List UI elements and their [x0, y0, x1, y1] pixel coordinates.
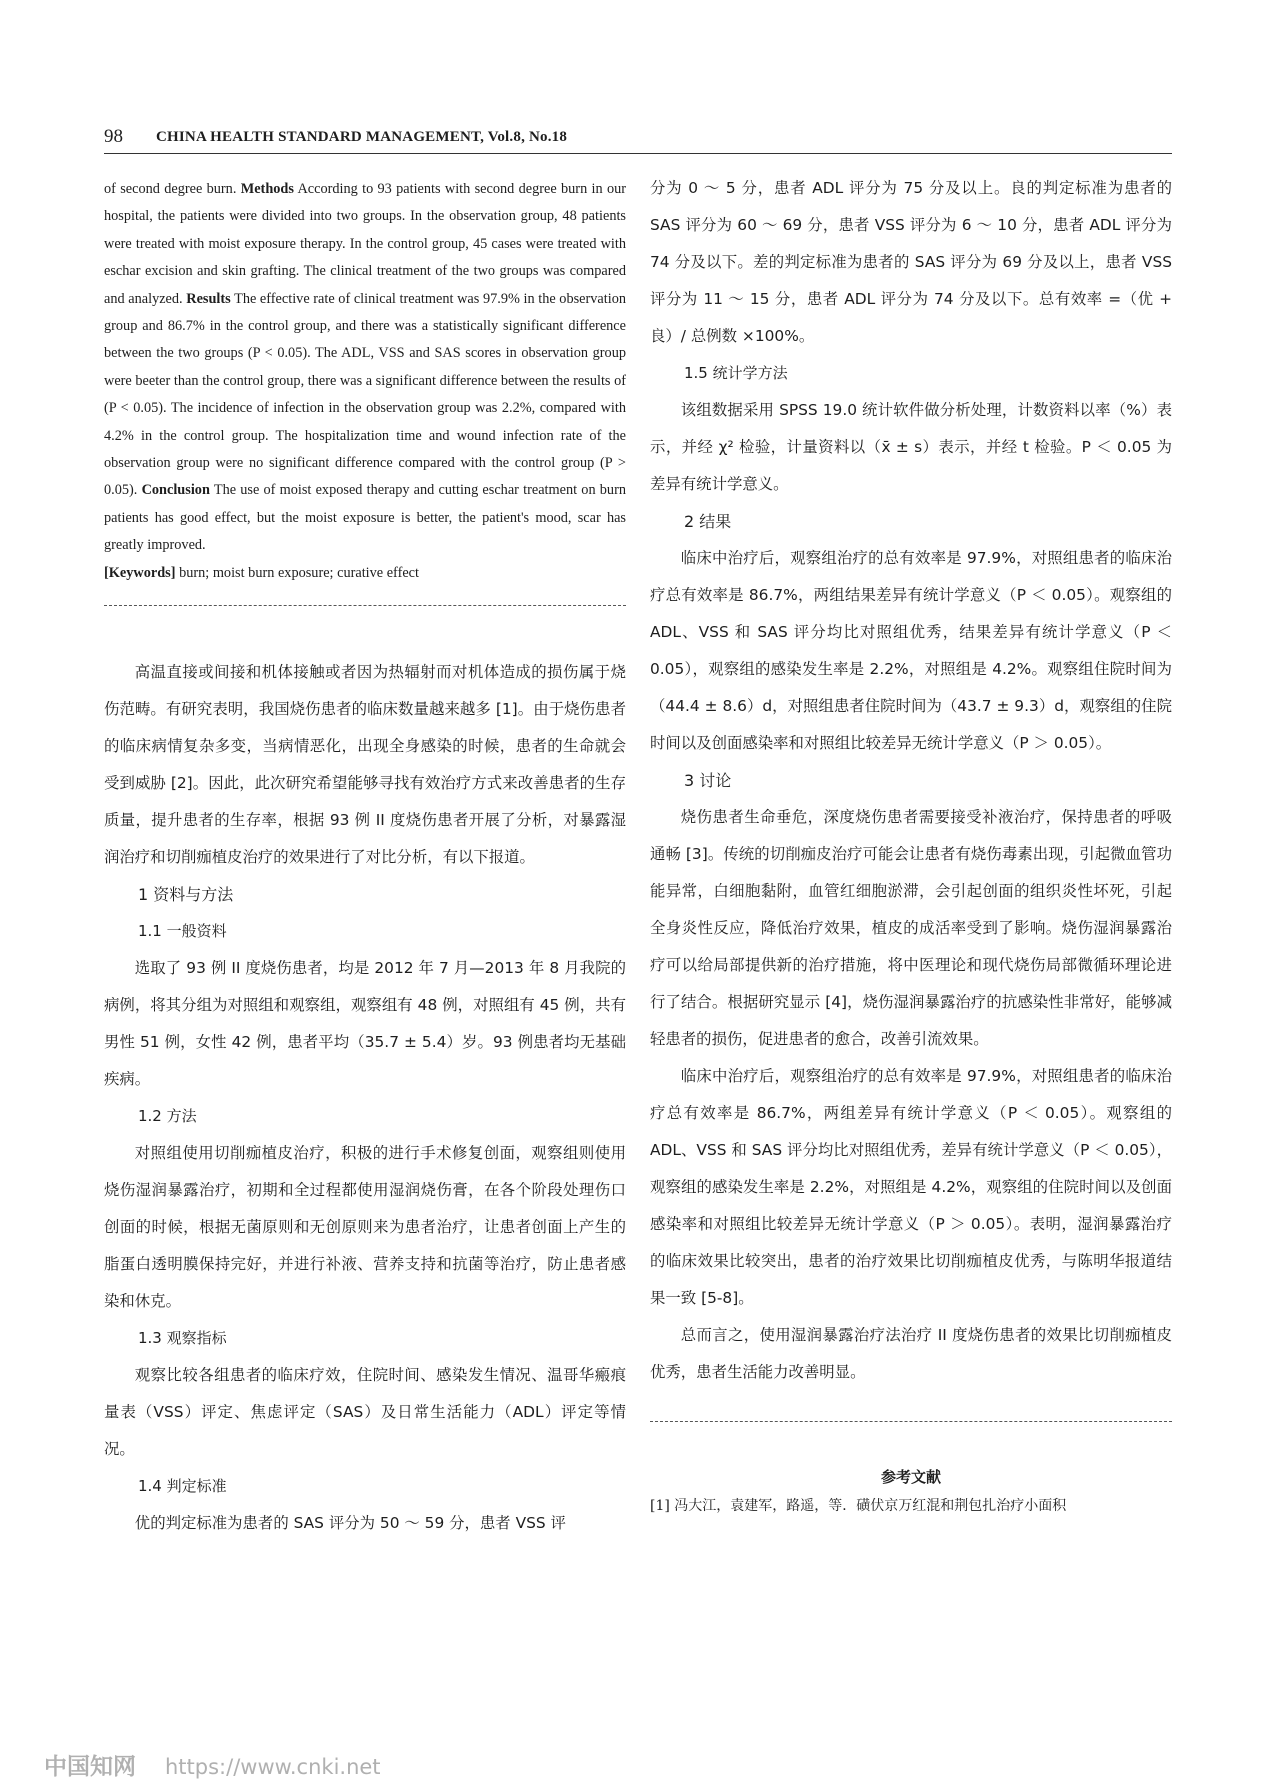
discussion-paragraph-3: 总而言之，使用湿润暴露治疗法治疗 II 度烧伤患者的效果比切削痂植皮优秀，患者生活能力改善明显。	[650, 1326, 1172, 1381]
section-1-3-heading: 1.3 观察指标	[138, 1328, 227, 1347]
methods-text: According to 93 patients with second degree burn in our hospital, the patients were divided into two groups. In the observation group, 48 patients were treated with moist exposure therapy. In the control group, 45 cases were treated with eschar excision and skin grafting. The clinical treatment of the two groups was compared and analyzed.	[104, 181, 626, 307]
section-1-4-text-continued: 分为 0 ～ 5 分，患者 ADL 评分为 75 分及以上。良的判定标准为患者的 SAS 评分为 60 ～ 69 分，患者 VSS 评分为 6 ～ 10 分，患者 ADL 评分为 74 分及以下。差的判定标准为患者的 SAS 评分为 69 分及以上，患者 VSS 评分为 11 ～ 15 分，患者 ADL 评分为 74 分及以下。总有效率 =（优 + 良）/ 总例数 ×100%。	[650, 179, 1172, 345]
conclusion-text: The use of moist exposed therapy and cutting eschar treatment on burn patients has good effect, but the moist exposure is better, the patient's mood, scar has greatly improved.	[104, 482, 626, 554]
abstract-background: of second degree burn.	[104, 181, 237, 197]
results-text: The effective rate of clinical treatment was 97.9% in the observation group and 86.7% in the control group, and there was a statistically significant difference between the two groups (P < 0.05). The ADL, VSS and SAS scores in observation group were beeter than the control group, there was a significant difference between the results of (P < 0.05). The incidence of infection in the observation group was 2.2%, compared with 4.2% in the control group. The hospitalization time and wound infection rate of the observation group were no significant difference compared with the control group (P > 0.05).	[104, 290, 626, 499]
section-2-heading: 2 结果	[684, 512, 732, 531]
section-1-2-text: 对照组使用切削痂植皮治疗，积极的进行手术修复创面，观察组则使用烧伤湿润暴露治疗，初期和全过程都使用湿润烧伤膏，在各个阶段处理伤口创面的时候，根据无菌原则和无创原则来为患者治疗，让患者创面上产生的脂蛋白透明膜保持完好，并进行补液、营养支持和抗菌等治疗，防止患者感染和休克。	[104, 1143, 626, 1310]
english-abstract	[104, 176, 626, 560]
section-3-heading: 3 讨论	[684, 771, 732, 790]
cnki-watermark	[44, 1748, 381, 1781]
page-header	[104, 126, 634, 154]
section-1-4-heading: 1.4 判定标准	[138, 1476, 227, 1495]
section-1-2-heading: 1.2 方法	[138, 1106, 197, 1125]
results-label: Results	[186, 290, 231, 307]
section-2-text: 临床中治疗后，观察组治疗的总有效率是 97.9%，对照组患者的临床治疗总有效率是 86.7%，两组结果差异有统计学意义（P ＜ 0.05）。观察组的 ADL、VSS 和 SAS 评分均比对照组优秀，结果差异有统计学意义（P ＜ 0.05），观察组的感染发生率是 2.2%，对照组是 4.2%。观察组住院时间为（44.4 ± 8.6）d，对照组患者住院时间为（43.7 ± 9.3）d，观察组的住院时间以及创面感染率和对照组比较差异无统计学意义（P ＞ 0.05）。	[650, 549, 1172, 752]
keywords-label: [Keywords]	[104, 564, 176, 581]
discussion-paragraph-2: 临床中治疗后，观察组治疗的总有效率是 97.9%，对照组患者的临床治疗总有效率是 86.7%，两组差异有统计学意义（P ＜ 0.05）。观察组的 ADL、VSS 和 SAS 评分均比对照组优秀，差异有统计学意义（P ＜ 0.05），观察组的感染发生率是 2.2%，对照组是 4.2%，观察组的住院时间以及创面感染率和对照组比较差异无统计学意义（P ＞ 0.05）。表明，湿润暴露治疗的临床效果比较突出，患者的治疗效果比切削痂植皮优秀，与陈明华报道结果一致 [5-8]。	[650, 1067, 1172, 1307]
section-1-heading: 1 资料与方法	[138, 884, 234, 904]
discussion-paragraph-1: 烧伤患者生命垂危，深度烧伤患者需要接受补液治疗，保持患者的呼吸通畅 [3]。传统的切削痂皮治疗可能会让患者有烧伤毒素出现，引起微血管功能异常，白细胞黏附，血管红细胞淤滞，会引起创面的组织炎性坏死，引起全身炎性反应，降低治疗效果，植皮的成活率受到了影响。烧伤湿润暴露治疗可以给局部提供新的治疗措施，将中医理论和现代烧伤局部微循环理论进行了结合。根据研究显示 [4]，烧伤湿润暴露治疗的抗感染性非常好，能够减轻患者的损伤，促进患者的愈合，改善引流效果。	[650, 808, 1172, 1048]
intro-paragraph: 高温直接或间接和机体接触或者因为热辐射而对机体造成的损伤属于烧伤范畴。有研究表明，我国烧伤患者的临床数量越来越多 [1]。由于烧伤患者的临床病情复杂多变，当病情恶化，出现全身感染的时候，患者的生命就会受到威胁 [2]。因此，此次研究希望能够寻找有效治疗方式来改善患者的生存质量，提升患者的生存率，根据 93 例 II 度烧伤患者开展了分析，对暴露湿润治疗和切削痂植皮治疗的效果进行了对比分析，有以下报道。	[104, 662, 626, 866]
journal-title: CHINA HEALTH STANDARD MANAGEMENT, Vol.8, No.18	[156, 129, 568, 145]
watermark-url: https://www.cnki.net	[165, 1755, 381, 1779]
section-1-5-text: 该组数据采用 SPSS 19.0 统计软件做分析处理，计数资料以率（%）表示，并经 χ² 检验，计量资料以（x̄ ± s）表示，并经 t 检验。P ＜ 0.05 为差异有统计学意义。	[650, 401, 1172, 493]
header-rule	[104, 153, 1172, 154]
section-1-5-heading: 1.5 统计学方法	[684, 364, 788, 382]
conclusion-label: Conclusion	[141, 482, 210, 499]
watermark-site-name: 中国知网	[44, 1754, 136, 1780]
section-1-1-text: 选取了 93 例 II 度烧伤患者，均是 2012 年 7 月—2013 年 8 月我院的病例，将其分组为对照组和观察组，观察组有 48 例，对照组有 45 例，共有男性 51 例，女性 42 例，患者平均（35.7 ± 5.4）岁。93 例患者均无基础疾病。	[104, 958, 626, 1088]
keywords-text: burn; moist burn exposure; curative effect	[179, 564, 419, 581]
section-1-4-text-start: 优的判定标准为患者的 SAS 评分为 50 ～ 59 分，患者 VSS 评	[134, 1513, 566, 1532]
methods-label: Methods	[240, 181, 294, 197]
right-column	[650, 170, 1172, 1520]
reference-item: [1] 冯大江，袁建军，路遥，等．磺伏京万红混和荆包扎治疗小面积	[650, 1498, 1067, 1514]
keywords	[104, 560, 626, 587]
references-heading: 参考文献	[880, 1468, 941, 1486]
left-column	[104, 170, 626, 1542]
section-1-1-heading: 1.1 一般资料	[138, 921, 227, 940]
page-number: 98	[104, 126, 123, 147]
section-1-3-text: 观察比较各组患者的临床疗效，住院时间、感染发生情况、温哥华瘢痕量表（VSS）评定、焦虑评定（SAS）及日常生活能力（ADL）评定等情况。	[104, 1365, 626, 1458]
